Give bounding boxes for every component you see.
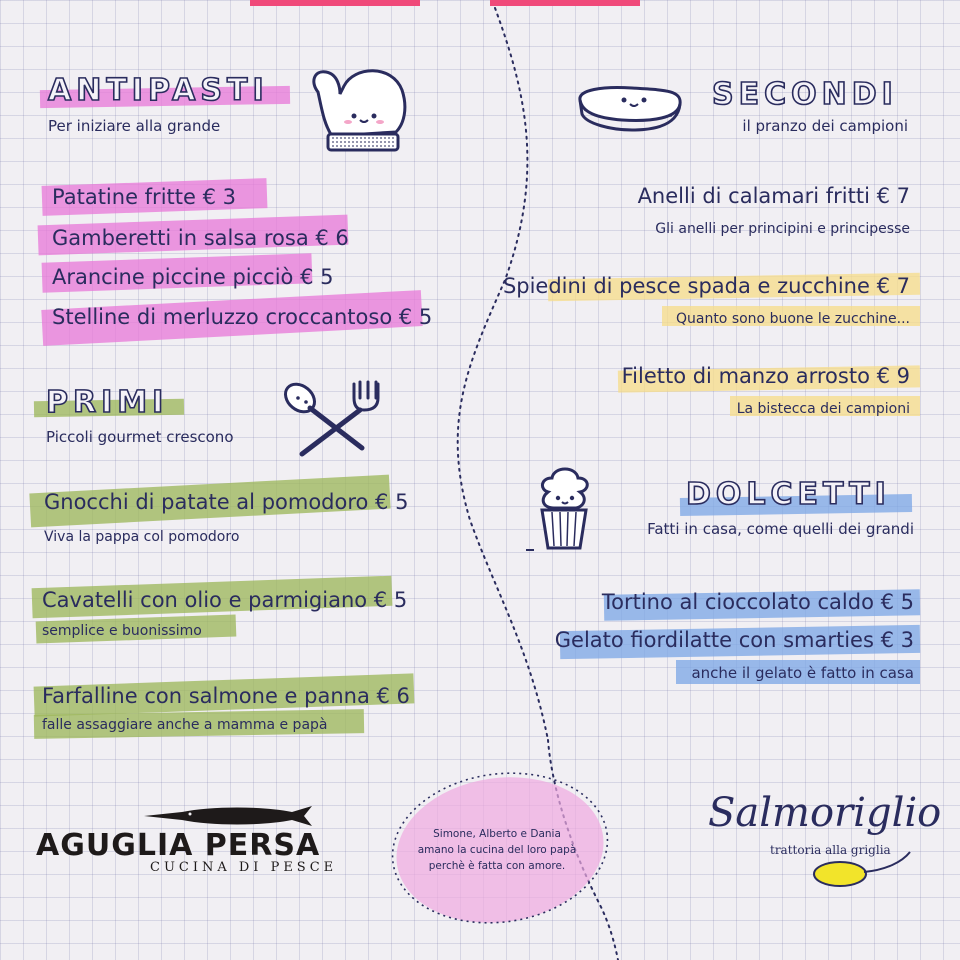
primi-item-name: Farfalline con salmone e panna € 6 xyxy=(42,684,410,708)
secondi-title: SECONDI xyxy=(712,77,898,112)
secondi-item-name: Filetto di manzo arrosto € 9 xyxy=(621,364,910,388)
footer-note-line: Simone, Alberto e Dania xyxy=(433,828,561,840)
secondi-subtitle: il pranzo dei campioni xyxy=(742,117,908,135)
secondi-item-name: Spiedini di pesce spada e zucchine € 7 xyxy=(502,274,910,298)
antipasti-title: ANTIPASTI xyxy=(48,73,269,108)
primi-item-desc: Viva la pappa col pomodoro xyxy=(44,529,240,545)
fork-spoon-icon xyxy=(278,376,388,462)
secondi-item-desc: La bistecca dei campioni xyxy=(736,401,910,417)
secondi-item-desc: Gli anelli per principini e principesse xyxy=(655,221,910,237)
antipasti-subtitle: Per iniziare alla grande xyxy=(48,117,221,135)
dolcetti-item: Gelato fiordilatte con smarties € 3 xyxy=(554,628,914,652)
antipasti-item: Patatine fritte € 3 xyxy=(52,185,236,209)
cupcake-icon xyxy=(522,462,606,558)
primi-item-name: Gnocchi di patate al pomodoro € 5 xyxy=(44,490,409,514)
salmoriglio-logo: Salmoriglio xyxy=(708,790,942,836)
footer-note-line: amano la cucina del loro papà xyxy=(417,844,577,856)
steak-icon xyxy=(572,80,688,136)
dolcetti-title: DOLCETTI xyxy=(686,477,891,512)
oven-mitt-icon xyxy=(304,62,410,154)
dolcetti-item: Tortino al cioccolato caldo € 5 xyxy=(601,590,914,614)
lemon-icon xyxy=(806,850,916,890)
footer-note-line: perchè è fatta con amore. xyxy=(428,860,566,872)
primi-item-name: Cavatelli con olio e parmigiano € 5 xyxy=(42,588,408,612)
footer-note xyxy=(392,826,602,874)
antipasti-item: Arancine piccine picciò € 5 xyxy=(52,265,334,289)
dolcetti-subtitle: Fatti in casa, come quelli dei grandi xyxy=(647,520,914,538)
primi-title: PRIMI xyxy=(46,385,169,420)
primi-item-desc: semplice e buonissimo xyxy=(42,623,202,639)
secondi-item-desc: Quanto sono buone le zucchine... xyxy=(675,311,910,327)
primi-item-desc: falle assaggiare anche a mamma e papà xyxy=(42,717,328,733)
antipasti-item: Gamberetti in salsa rosa € 6 xyxy=(52,226,349,250)
fish-icon xyxy=(142,800,314,830)
salmoriglio-tagline: trattoria alla griglia xyxy=(770,843,891,857)
dolcetti-note: anche il gelato è fatto in casa xyxy=(691,664,914,682)
aguglia-persa-logo: AGUGLIA PERSA xyxy=(36,828,321,863)
secondi-item-name: Anelli di calamari fritti € 7 xyxy=(637,184,910,208)
antipasti-item: Stelline di merluzzo croccantoso € 5 xyxy=(52,305,433,329)
primi-subtitle: Piccoli gourmet crescono xyxy=(46,428,234,446)
aguglia-persa-tagline: CUCINA DI PESCE xyxy=(150,860,338,875)
